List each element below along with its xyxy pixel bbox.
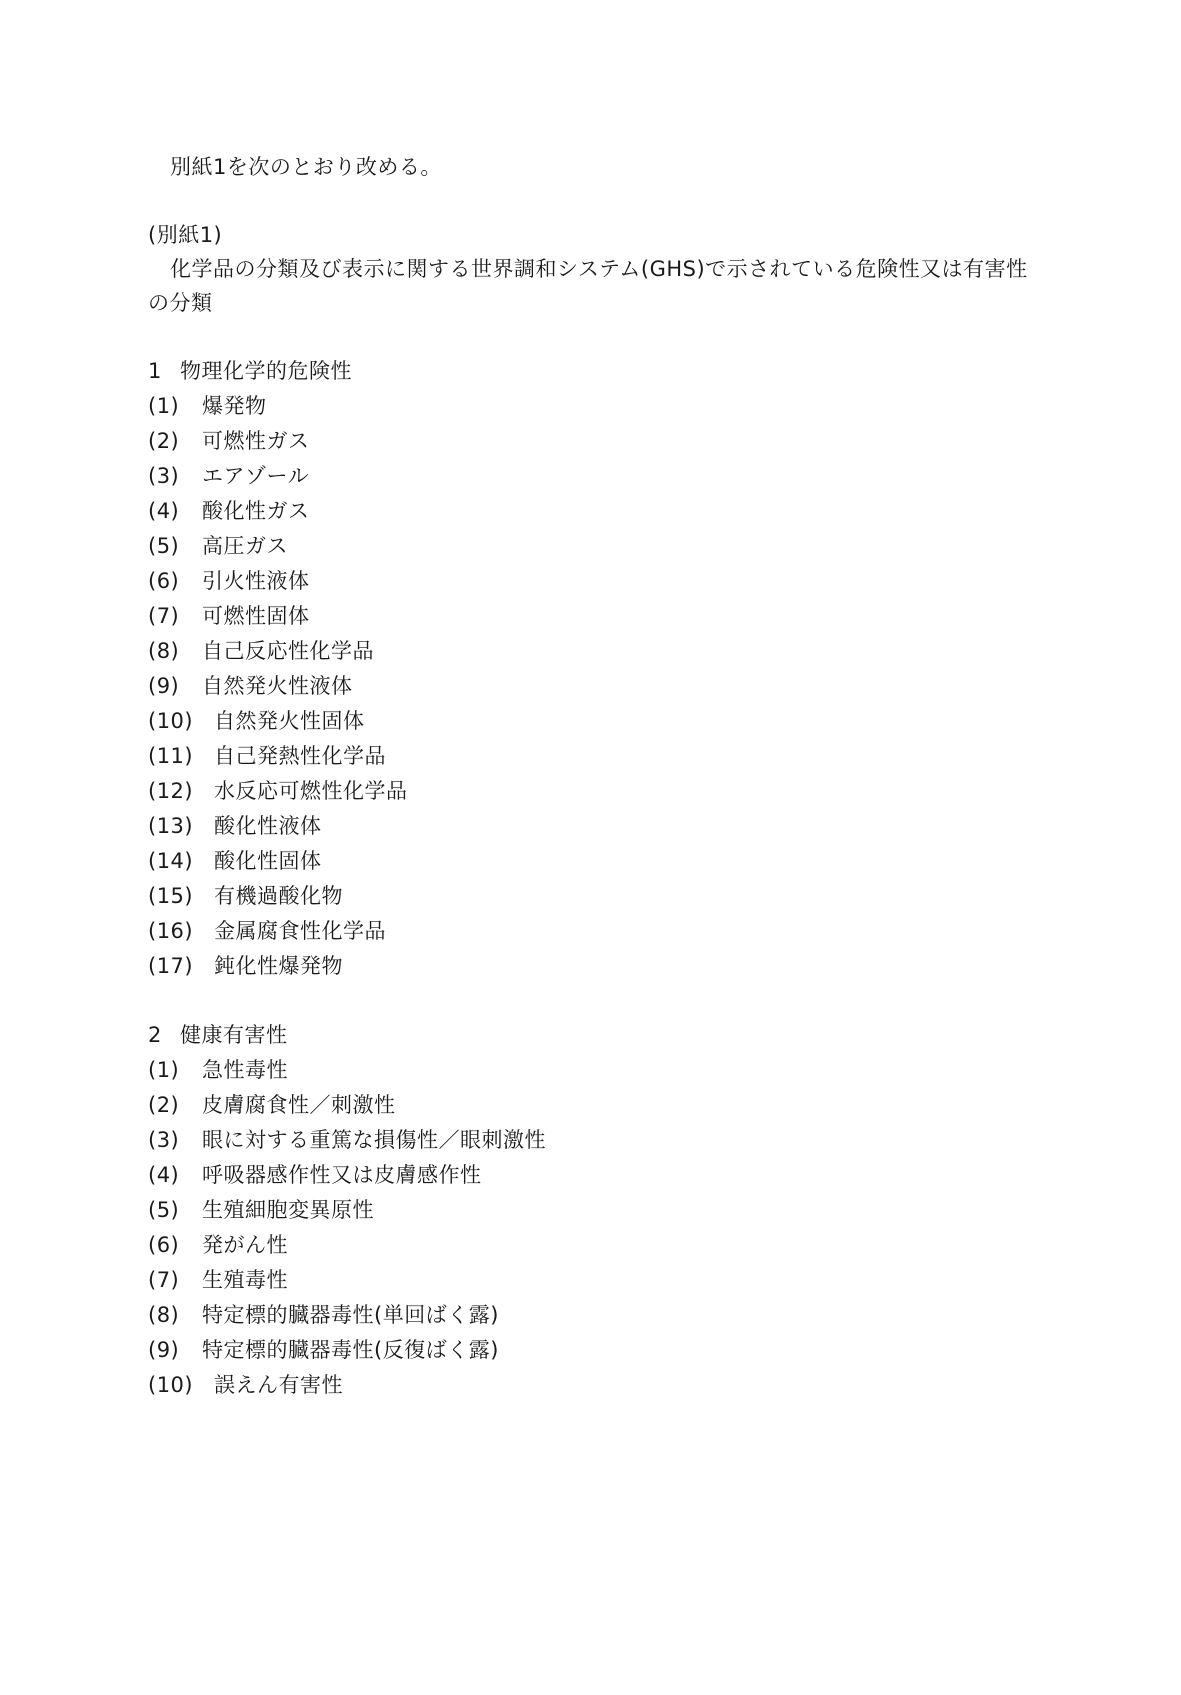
list-item [148, 599, 310, 633]
list-item [148, 494, 310, 528]
item-label: 自然発火性固体 [214, 709, 365, 733]
item-label: 生殖細胞変異原性 [202, 1198, 374, 1222]
list-item [148, 1263, 288, 1297]
section-title: 健康有害性 [180, 1023, 288, 1047]
item-label: 眼に対する重篤な損傷性／眼刺激性 [202, 1128, 546, 1152]
item-label: 引火性液体 [202, 569, 310, 593]
list-item [148, 1333, 499, 1367]
list-item [148, 1123, 546, 1157]
list-item [148, 704, 365, 738]
list-item [148, 669, 353, 703]
item-number: (2) [148, 429, 180, 453]
document-title-line-1: 化学品の分類及び表示に関する世界調和システム(GHS)で示されている危険性又は有害性 [170, 257, 1028, 281]
item-number: (1) [148, 394, 180, 418]
section-number: 2 [148, 1023, 162, 1047]
item-label: 生殖毒性 [202, 1268, 288, 1292]
item-number: (7) [148, 604, 180, 628]
item-label: 急性毒性 [202, 1058, 288, 1082]
item-number: (4) [148, 499, 180, 523]
item-number: (3) [148, 1128, 180, 1152]
list-item [148, 1368, 343, 1402]
item-number: (16) [148, 919, 194, 943]
list-item [148, 1298, 499, 1332]
section-1-heading [148, 354, 352, 388]
item-number: (2) [148, 1093, 180, 1117]
item-label: 水反応可燃性化学品 [214, 779, 408, 803]
section-number: 1 [148, 359, 162, 383]
list-item [148, 844, 322, 878]
item-label: 高圧ガス [202, 534, 288, 558]
item-label: 有機過酸化物 [214, 884, 343, 908]
item-number: (10) [148, 1373, 194, 1397]
list-item [148, 564, 310, 598]
item-label: 酸化性固体 [214, 849, 322, 873]
item-number: (8) [148, 639, 180, 663]
list-item [148, 529, 288, 563]
item-number: (13) [148, 814, 194, 838]
item-number: (9) [148, 1338, 180, 1362]
item-label: 自己反応性化学品 [202, 639, 374, 663]
item-label: 酸化性ガス [202, 499, 310, 523]
item-label: 呼吸器感作性又は皮膚感作性 [202, 1163, 482, 1187]
item-number: (7) [148, 1268, 180, 1292]
item-number: (10) [148, 709, 194, 733]
item-number: (5) [148, 1198, 180, 1222]
list-item [148, 1053, 288, 1087]
item-label: 特定標的臓器毒性(反復ばく露) [202, 1338, 499, 1362]
list-item [148, 1228, 288, 1262]
item-label: 鈍化性爆発物 [214, 954, 343, 978]
item-label: 自己発熱性化学品 [214, 744, 386, 768]
section-title: 物理化学的危険性 [180, 359, 352, 383]
item-number: (1) [148, 1058, 180, 1082]
item-number: (8) [148, 1303, 180, 1327]
item-number: (15) [148, 884, 194, 908]
intro-text: 別紙1を次のとおり改める。 [170, 155, 442, 179]
list-item [148, 809, 322, 843]
item-label: エアゾール [202, 464, 310, 488]
item-number: (11) [148, 744, 194, 768]
list-item [148, 424, 310, 458]
list-item [148, 914, 386, 948]
item-number: (3) [148, 464, 180, 488]
item-number: (12) [148, 779, 194, 803]
item-label: 可燃性ガス [202, 429, 310, 453]
item-number: (6) [148, 1233, 180, 1257]
item-label: 爆発物 [202, 394, 267, 418]
list-item [148, 949, 343, 983]
attachment-label: (別紙1) [148, 223, 223, 247]
list-item [148, 1158, 482, 1192]
item-number: (4) [148, 1163, 180, 1187]
item-label: 皮膚腐食性／刺激性 [202, 1093, 396, 1117]
item-number: (5) [148, 534, 180, 558]
section-2-heading [148, 1018, 288, 1052]
document-title-line-2: の分類 [148, 291, 213, 315]
list-item [148, 774, 408, 808]
list-item [148, 879, 343, 913]
list-item [148, 459, 309, 493]
item-number: (6) [148, 569, 180, 593]
item-label: 酸化性液体 [214, 814, 322, 838]
item-label: 発がん性 [202, 1233, 288, 1257]
list-item [148, 1088, 396, 1122]
list-item [148, 1193, 374, 1227]
list-item [148, 634, 374, 668]
list-item [148, 389, 267, 423]
item-number: (9) [148, 674, 180, 698]
item-number: (14) [148, 849, 194, 873]
item-label: 金属腐食性化学品 [214, 919, 386, 943]
item-label: 誤えん有害性 [214, 1373, 343, 1397]
item-label: 特定標的臓器毒性(単回ばく露) [202, 1303, 499, 1327]
item-label: 自然発火性液体 [202, 674, 353, 698]
list-item [148, 739, 386, 773]
item-number: (17) [148, 954, 194, 978]
item-label: 可燃性固体 [202, 604, 310, 628]
